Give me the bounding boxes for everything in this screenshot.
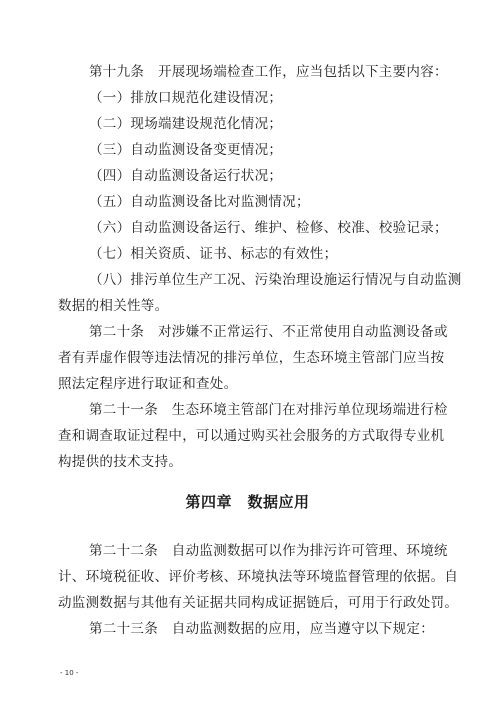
article-22-line-1: 第二十二条 自动监测数据可以作为排污许可管理、环境统	[89, 543, 448, 559]
article-19-item-8-line-1: （八）排污单位生产工况、污染治理设施运行情况与自动监测	[89, 272, 462, 288]
chapter-4-title: 第四章 数据应用	[185, 493, 310, 511]
article-19-item-1: （一）排放口规范化建设情况；	[89, 90, 283, 106]
article-19-item-4: （四）自动监测设备运行状况；	[89, 168, 283, 184]
article-22-line-3: 动监测数据与其他有关证据共同构成证据链后，可用于行政处罚。	[58, 595, 459, 611]
article-20-line-1: 第二十条 对涉嫌不正常运行、不正常使用自动监测设备或	[89, 324, 448, 340]
page-number: - 10 -	[60, 669, 79, 677]
article-19-item-3: （三）自动监测设备变更情况；	[89, 142, 283, 158]
article-21-line-1: 第二十一条 生态环境主管部门在对排污单位现场端进行检	[89, 402, 448, 418]
article-23-line-1: 第二十三条 自动监测数据的应用，应当遵守以下规定：	[89, 621, 434, 637]
article-19-item-7: （七）相关资质、证书、标志的有效性；	[89, 246, 338, 262]
article-19-item-8-line-2: 数据的相关性等。	[58, 298, 169, 314]
article-19-item-6: （六）自动监测设备运行、维护、检修、校准、校验记录；	[89, 220, 448, 236]
article-21-line-3: 构提供的技术支持。	[58, 454, 183, 470]
article-20-line-3: 照法定程序进行取证和查处。	[58, 376, 238, 392]
article-19-intro: 第十九条 开展现场端检查工作，应当包括以下主要内容：	[89, 64, 448, 80]
article-19-item-5: （五）自动监测设备比对监测情况；	[89, 194, 310, 210]
article-21-line-2: 查和调查取证过程中，可以通过购买社会服务的方式取得专业机	[58, 428, 445, 444]
article-22-line-2: 计、环境税征收、评价考核、环境执法等环境监督管理的依据。自	[58, 569, 459, 585]
article-20-line-2: 者有弄虚作假等违法情况的排污单位，生态环境主管部门应当按	[58, 350, 445, 366]
article-19-item-2: （二）现场端建设规范化情况；	[89, 116, 283, 132]
